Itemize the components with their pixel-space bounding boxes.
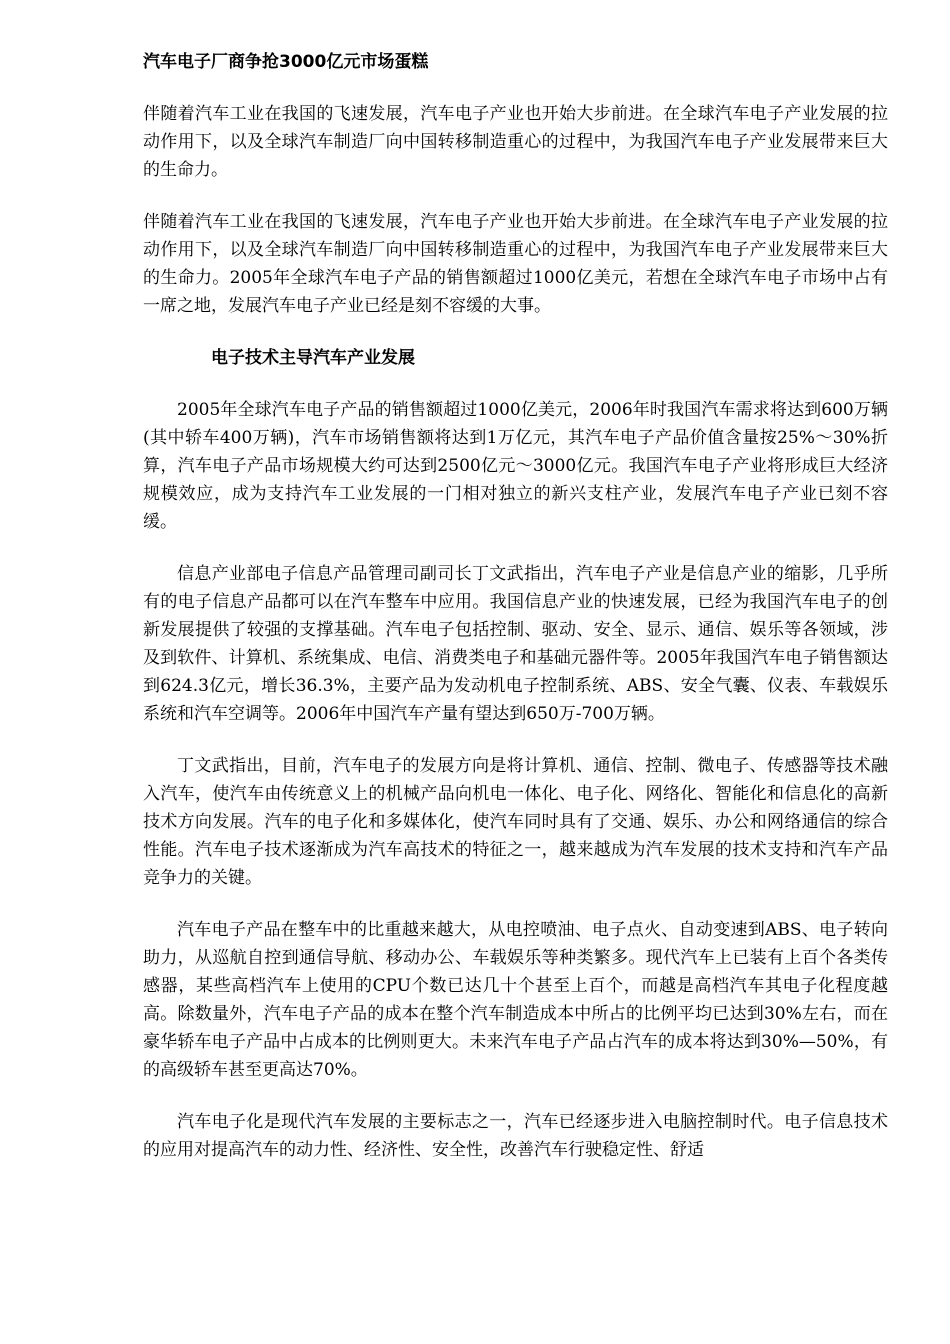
body-paragraph-1: 2005年全球汽车电子产品的销售额超过1000亿美元，2006年时我国汽车需求将达到600万辆(其中轿车400万辆)，汽车市场销售额将达到1万亿元，其汽车电子产品价值含量按25%～30%折算，汽车电子产品市场规模大约可达到2500亿元～3000亿元。我国汽车电子产业将形成巨大经济规模效应，成为支持汽车工业发展的一门相对独立的新兴支柱产业，发展汽车电子产业已刻不容缓。 (143, 400, 888, 532)
intro-paragraph-1: 伴随着汽车工业在我国的飞速发展，汽车电子产业也开始大步前进。在全球汽车电子产业发展的拉动作用下，以及全球汽车制造厂向中国转移制造重心的过程中，为我国汽车电子产业发展带来巨大的生命力。 (143, 104, 888, 180)
body-paragraph-2: 信息产业部电子信息产品管理司副司长丁文武指出，汽车电子产业是信息产业的缩影，几乎所有的电子信息产品都可以在汽车整车中应用。我国信息产业的快速发展，已经为我国汽车电子的创新发展提供了较强的支撑基础。汽车电子包括控制、驱动、安全、显示、通信、娱乐等各领域，涉及到软件、计算机、系统集成、电信、消费类电子和基础元器件等。2005年我国汽车电子销售额达到624.3亿元，增长36.3%，主要产品为发动机电子控制系统、ABS、安全气囊、仪表、车载娱乐系统和汽车空调等。2006年中国汽车产量有望达到650万-700万辆。 (143, 564, 888, 724)
document-title: 汽车电子厂商争抢3000亿元市场蛋糕 (143, 52, 429, 72)
document-body (143, 48, 888, 1188)
intro-paragraph-2: 伴随着汽车工业在我国的飞速发展，汽车电子产业也开始大步前进。在全球汽车电子产业发展的拉动作用下，以及全球汽车制造厂向中国转移制造重心的过程中，为我国汽车电子产业发展带来巨大的生命力。2005年全球汽车电子产品的销售额超过1000亿美元，若想在全球汽车电子市场中占有一席之地，发展汽车电子产业已经是刻不容缓的大事。 (143, 212, 888, 316)
body-paragraph-5: 汽车电子化是现代汽车发展的主要标志之一，汽车已经逐步进入电脑控制时代。电子信息技术的应用对提高汽车的动力性、经济性、安全性，改善汽车行驶稳定性、舒适 (143, 1112, 888, 1160)
body-paragraph-3: 丁文武指出，目前，汽车电子的发展方向是将计算机、通信、控制、微电子、传感器等技术融入汽车，使汽车由传统意义上的机械产品向机电一体化、电子化、网络化、智能化和信息化的高新技术方向发展。汽车的电子化和多媒体化，使汽车同时具有了交通、娱乐、办公和网络通信的综合性能。汽车电子技术逐渐成为汽车高技术的特征之一，越来越成为汽车发展的技术支持和汽车产品竞争力的关键。 (143, 756, 888, 888)
section-heading: 电子技术主导汽车产业发展 (211, 348, 415, 368)
body-paragraph-4: 汽车电子产品在整车中的比重越来越大，从电控喷油、电子点火、自动变速到ABS、电子转向助力，从巡航自控到通信导航、移动办公、车载娱乐等种类繁多。现代汽车上已装有上百个各类传感器，某些高档汽车上使用的CPU个数已达几十个甚至上百个，而越是高档汽车其电子化程度越高。除数量外，汽车电子产品的成本在整个汽车制造成本中所占的比例平均已达到30%左右，而在豪华轿车电子产品中占成本的比例则更大。未来汽车电子产品占汽车的成本将达到30%—50%，有的高级轿车甚至更高达70%。 (143, 920, 888, 1080)
